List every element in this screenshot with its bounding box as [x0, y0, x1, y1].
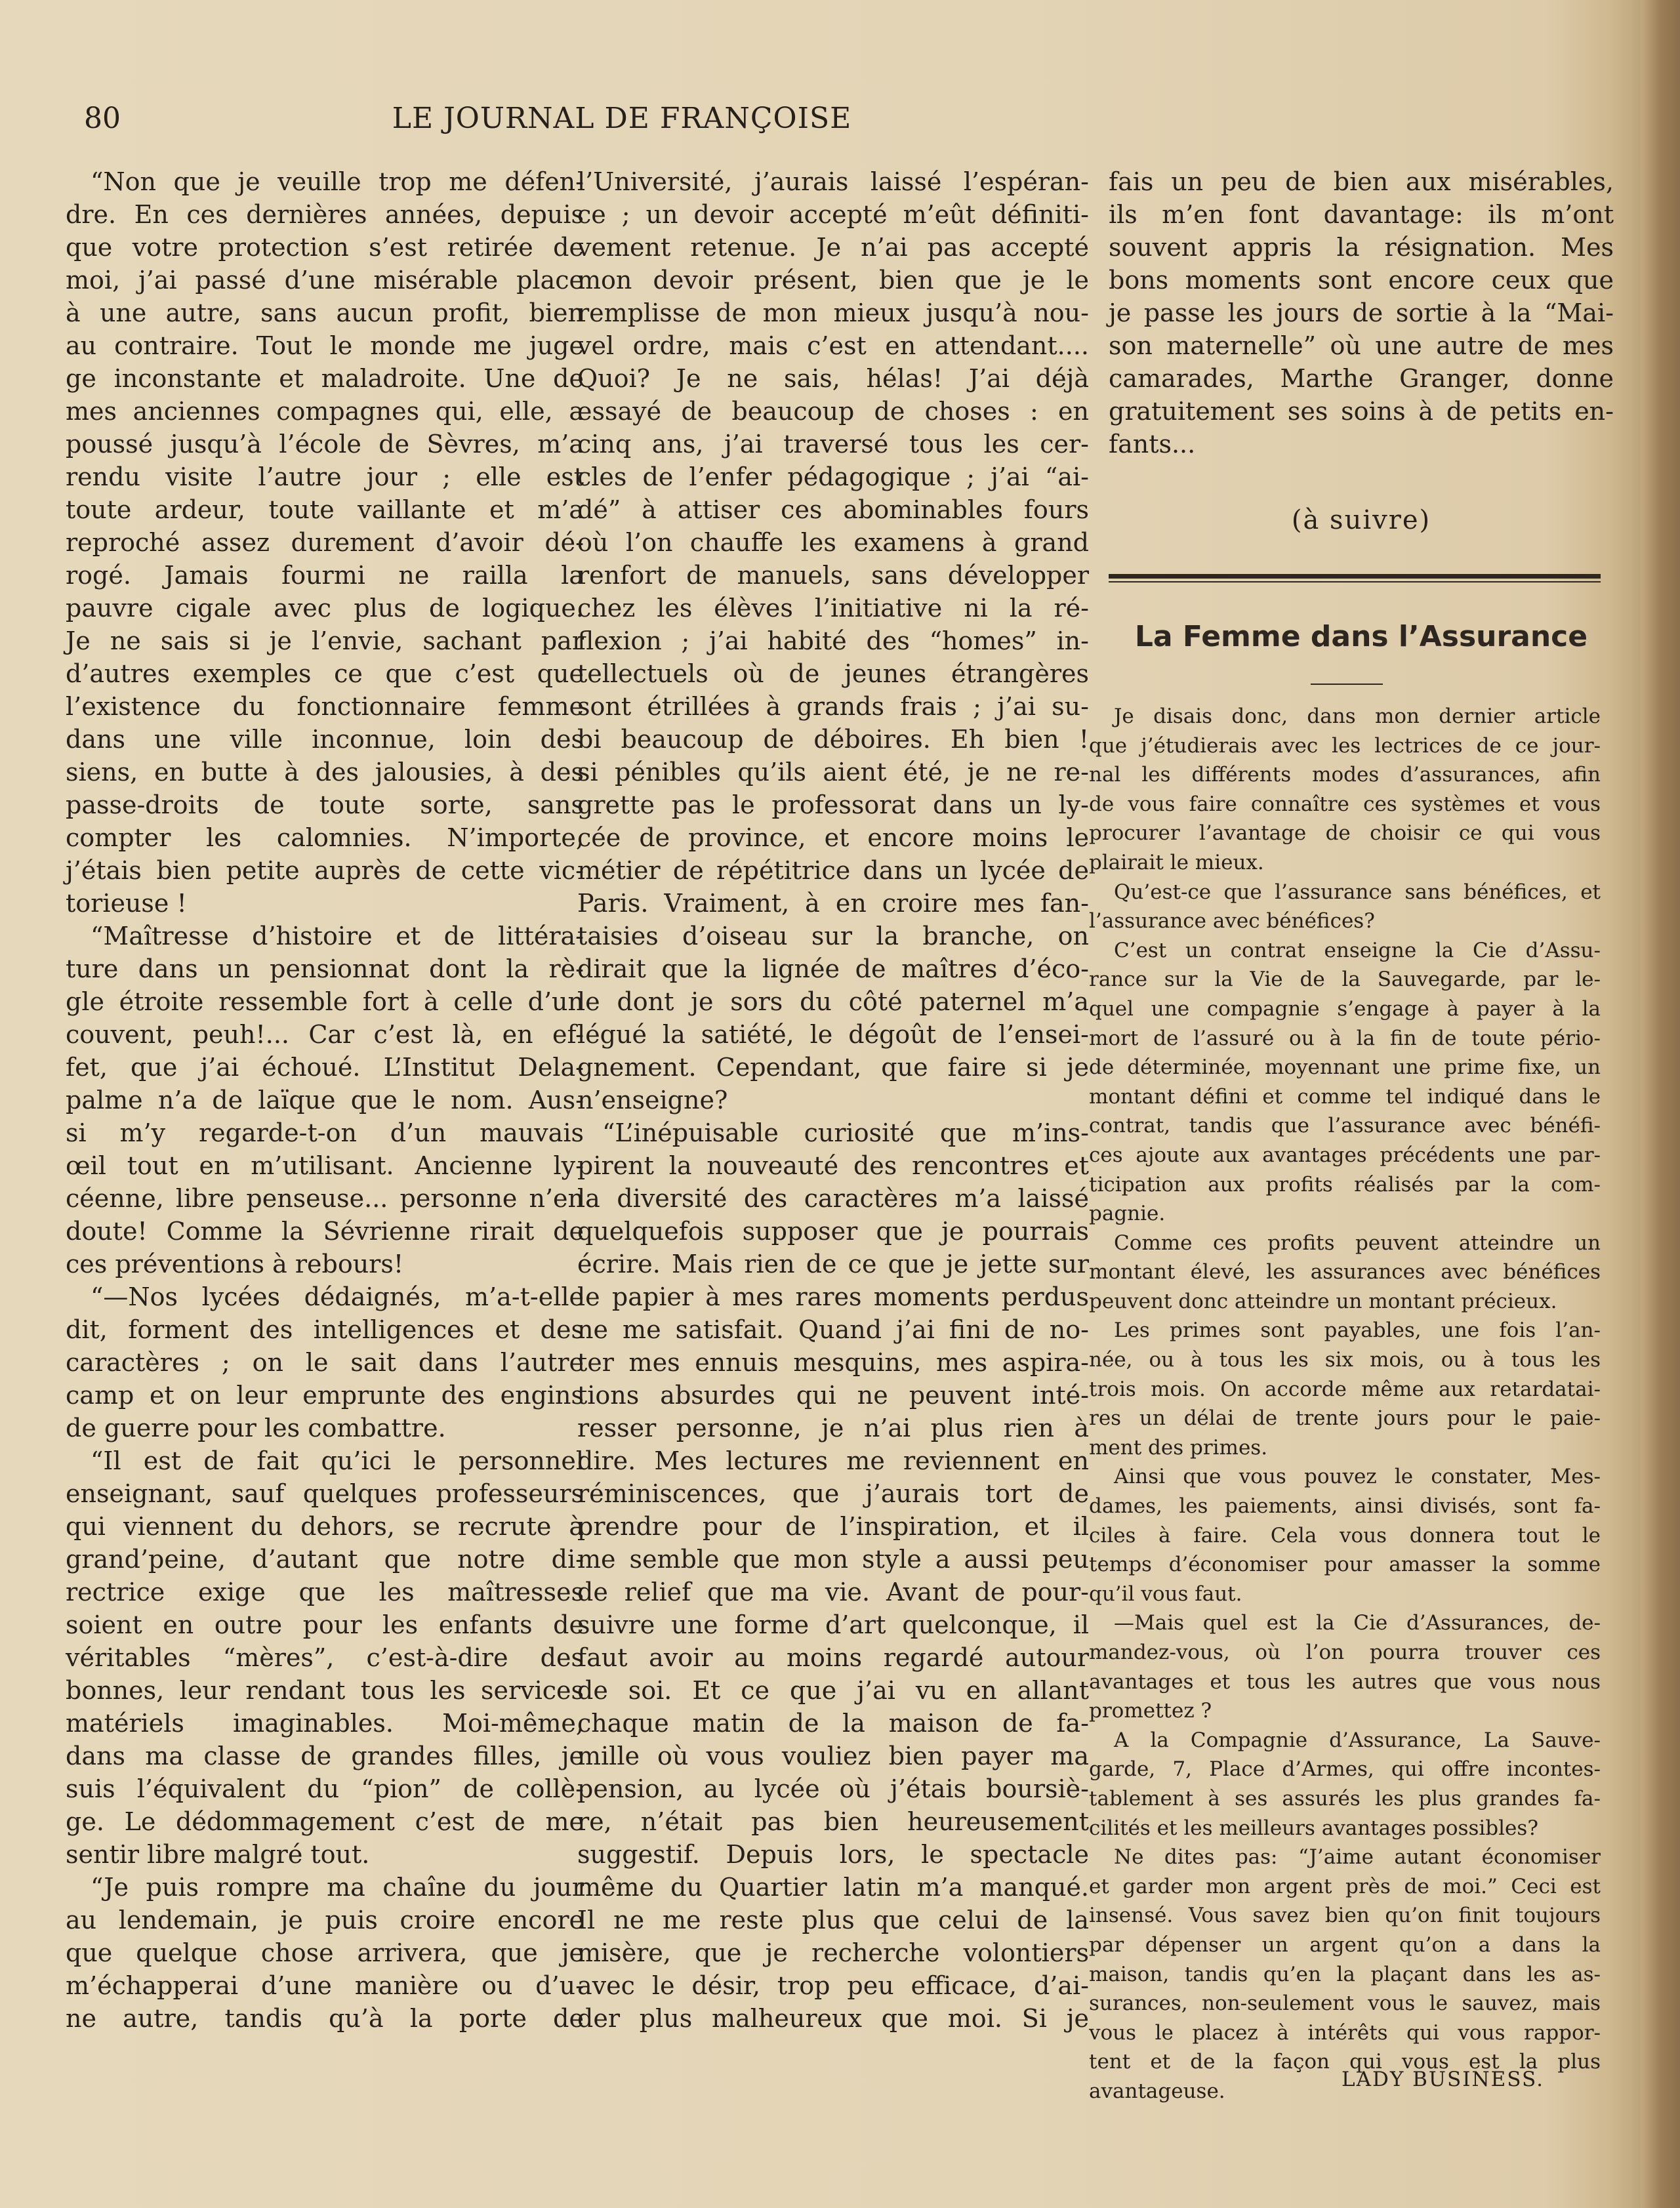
text-line: moi, j’ai passé d’une misérable place [66, 266, 584, 295]
text-line: Il ne me reste plus que celui de la [577, 1906, 1089, 1934]
text-line: toute ardeur, toute vaillante et m’a [66, 495, 584, 524]
text-line: pirent la nouveauté des rencontres et [577, 1151, 1089, 1180]
text-line: me semble que mon style a aussi peu [577, 1545, 1089, 1574]
text-line: insensé. Vous savez bien qu’on finit toujours [1089, 1904, 1601, 1928]
text-line: au contraire. Tout le monde me juge [66, 331, 584, 360]
text-line: Quoi? Je ne sais, hélas! J’ai déjà [577, 364, 1089, 393]
text-line: couvent, peuh!... Car c’est là, en ef- [66, 1020, 584, 1049]
text-line: res un délai de trente jours pour le paie- [1089, 1406, 1601, 1431]
page-binding-edge [1641, 0, 1680, 2208]
text-line: doute! Comme la Sévrienne rirait de [66, 1217, 584, 1246]
text-line: caractères ; on le sait dans l’autre [66, 1348, 584, 1377]
text-line: camarades, Marthe Granger, donne [1109, 364, 1614, 393]
text-line: Je disais donc, dans mon dernier article [1114, 705, 1601, 728]
text-line: que quelque chose arrivera, que je [66, 1938, 584, 1967]
text-line: la diversité des caractères m’a laissé [577, 1184, 1089, 1213]
text-line: son maternelle” où une autre de mes [1109, 331, 1614, 360]
text-line: à une autre, sans aucun profit, bien [66, 298, 584, 327]
page-number: 80 [84, 102, 121, 135]
text-line: peuvent donc atteindre un montant précieux. [1089, 1289, 1557, 1313]
text-line: procurer l’avantage de choisir ce qui vous [1089, 821, 1601, 846]
text-line: ne me satisfait. Quand j’ai fini de no- [577, 1315, 1089, 1344]
text-line: où l’on chauffe les examens à grand [577, 528, 1089, 557]
text-line: légué la satiété, le dégoût de l’ensei- [577, 1020, 1089, 1049]
text-line: compter les calomnies. N’importe, [66, 823, 584, 852]
text-line: Qu’est-ce que l’assurance sans bénéfices, et [1114, 880, 1601, 904]
text-line: suis l’équivalent du “pion” de collè- [66, 1774, 584, 1803]
article-title: La Femme dans l’Assurance [1134, 620, 1588, 653]
text-line: l’Université, j’aurais laissé l’espéran- [577, 167, 1089, 196]
text-line: montant défini et comme tel indiqué dans le [1089, 1084, 1601, 1109]
text-line: essayé de beaucoup de choses : en [577, 397, 1089, 426]
text-line: gnement. Cependant, que faire si je [577, 1053, 1089, 1082]
text-line: rance sur la Vie de la Sauvegarde, par le- [1089, 968, 1601, 992]
text-line: promettez ? [1089, 1699, 1212, 1723]
text-line: ment des primes. [1089, 1435, 1268, 1460]
journal-title: LE JOURNAL DE FRANÇOISE [392, 102, 852, 135]
text-line: pagnie. [1089, 1202, 1166, 1226]
title-underline [1311, 684, 1383, 685]
text-line: que j’étudierais avec les lectrices de ce jour- [1089, 733, 1601, 758]
text-line: j’étais bien petite auprès de cette vic- [66, 856, 584, 885]
text-line: “Il est de fait qu’ici le personnel [91, 1446, 584, 1475]
text-line: dé” à attiser ces abominables fours [577, 495, 1089, 524]
text-line: cinq ans, j’ai traversé tous les cer- [577, 430, 1089, 459]
article-body [1089, 702, 1601, 2106]
text-line: passe-droits de toute sorte, sans [66, 790, 584, 819]
text-line: camp et on leur emprunte des engins [66, 1381, 584, 1410]
text-line: A la Compagnie d’Assurance, La Sauve- [1114, 1728, 1601, 1752]
text-line: Paris. Vraiment, à en croire mes fan- [577, 889, 1089, 918]
text-line: chez les élèves l’initiative ni la ré- [577, 594, 1089, 623]
text-line: n’enseigne? [577, 1086, 728, 1114]
text-line: le papier à mes rares moments perdus [577, 1282, 1089, 1311]
text-line: qu’il vous faut. [1089, 1582, 1242, 1606]
text-line: le dont je sors du côté paternel m’a [577, 987, 1089, 1016]
text-line: cles de l’enfer pédagogique ; j’ai “ai- [577, 462, 1089, 491]
text-line: dans une ville inconnue, loin des [66, 725, 584, 754]
text-line: maison, tandis qu’en la plaçant dans les as- [1089, 1962, 1601, 1986]
text-line: l’existence du fonctionnaire femme [66, 692, 584, 721]
text-line: réminiscences, que j’aurais tort de [577, 1479, 1089, 1508]
text-line: matériels imaginables. Moi-même, [66, 1709, 584, 1738]
column-1 [66, 165, 584, 2035]
text-line: garde, 7, Place d’Armes, qui offre incontes- [1089, 1757, 1601, 1782]
text-line: l’assurance avec bénéfices? [1089, 909, 1375, 933]
text-line: ter mes ennuis mesquins, mes aspira- [577, 1348, 1089, 1377]
text-line: et garder mon argent près de moi.” Ceci est [1089, 1874, 1601, 1898]
text-line: poussé jusqu’à l’école de Sèvres, m’a [66, 430, 584, 459]
text-line: céenne, libre penseuse... personne n’en [66, 1184, 584, 1213]
text-line: mon devoir présent, bien que je le [577, 266, 1089, 295]
text-line: avec le désir, trop peu efficace, d’ai- [577, 1971, 1089, 2000]
column-2 [577, 165, 1089, 2035]
text-line: pension, au lycée où j’étais boursiè- [577, 1774, 1089, 1803]
text-line: de relief que ma vie. Avant de pour- [577, 1578, 1089, 1606]
text-line: “—Nos lycées dédaignés, m’a-t-elle [91, 1282, 584, 1311]
text-line: sont étrillées à grands frais ; j’ai su- [577, 692, 1089, 721]
text-line: der plus malheureux que moi. Si je [577, 2004, 1089, 2033]
text-line: Ainsi que vous pouvez le constater, Mes- [1114, 1465, 1601, 1489]
text-line: “L’inépuisable curiosité que m’ins- [602, 1118, 1089, 1147]
text-line: de déterminée, moyennant une prime fixe, un [1089, 1055, 1601, 1080]
text-line: de guerre pour les combattre. [66, 1414, 446, 1442]
text-line: ces ajoute aux avantages précédents une par- [1089, 1143, 1601, 1167]
text-line: “Non que je veuille trop me défen- [91, 167, 584, 196]
text-line: rogé. Jamais fourmi ne railla la [66, 561, 584, 590]
text-line: fet, que j’ai échoué. L’Institut Dela- [66, 1053, 584, 1082]
text-line: nal les différents modes d’assurances, afin [1089, 763, 1601, 787]
text-line: torieuse ! [66, 889, 187, 918]
text-line: ge. Le dédommagement c’est de me [66, 1807, 584, 1836]
text-line: dans ma classe de grandes filles, je [66, 1742, 584, 1770]
text-line: chaque matin de la maison de fa- [577, 1709, 1089, 1738]
text-line: trois mois. On accorde même aux retardatai- [1089, 1377, 1601, 1401]
text-line: mandez-vous, où l’on pourra trouver ces [1089, 1641, 1601, 1664]
text-line: vous le placez à intérêts qui vous rappor- [1089, 2020, 1601, 2045]
text-line: ce ; un devoir accepté m’eût définiti- [577, 200, 1089, 229]
text-line: gratuitement ses soins à de petits en- [1109, 397, 1614, 426]
text-line: misère, que je recherche volontiers [577, 1938, 1089, 1967]
text-line: si m’y regarde-t-on d’un mauvais [66, 1118, 584, 1147]
text-line: quel une compagnie s’engage à payer à la [1089, 996, 1601, 1021]
text-line: d’autres exemples ce que c’est que [66, 659, 584, 688]
text-line: ture dans un pensionnat dont la rè- [66, 954, 584, 983]
text-line: dit, forment des intelligences et des [66, 1315, 584, 1344]
text-line: souvent appris la résignation. Mes [1109, 233, 1614, 262]
text-line: re, n’était pas bien heureusement [577, 1807, 1089, 1836]
text-line: née, ou à tous les six mois, ou à tous les [1089, 1348, 1601, 1372]
text-line: Comme ces profits peuvent atteindre un [1114, 1231, 1601, 1255]
text-line: mille où vous vouliez bien payer ma [577, 1742, 1089, 1770]
text-line: ces préventions à rebours! [66, 1250, 404, 1278]
text-line: reproché assez durement d’avoir dé- [66, 528, 584, 557]
text-line: palme n’a de laïque que le nom. Aus- [66, 1086, 584, 1114]
text-line: Ne dites pas: “J’aime autant économiser [1114, 1845, 1601, 1870]
text-line: si pénibles qu’ils aient été, je ne re- [577, 758, 1089, 787]
text-line: tellectuels où de jeunes étrangères [577, 659, 1089, 688]
text-line: flexion ; j’ai habité des “homes” in- [577, 626, 1089, 655]
text-line: ne autre, tandis qu’à la porte de [66, 2004, 584, 2033]
text-line: avantageuse. [1089, 2079, 1225, 2103]
text-line: véritables “mères”, c’est-à-dire des [66, 1643, 584, 1672]
text-line: taisies d’oiseau sur la branche, on [577, 922, 1089, 951]
text-line: resser personne, je n’ai plus rien à [577, 1414, 1089, 1442]
text-line: sentir libre malgré tout. [66, 1840, 370, 1869]
text-line: dre. En ces dernières années, depuis [66, 200, 584, 229]
text-line: cilités et les meilleurs avantages possibles? [1089, 1816, 1538, 1840]
text-line: gle étroite ressemble fort à celle d’un [66, 987, 584, 1016]
continued-notice: (à suivre) [1291, 505, 1431, 535]
text-line: “Je puis rompre ma chaîne du jour [91, 1873, 584, 1902]
text-line: siens, en butte à des jalousies, à des [66, 758, 584, 787]
text-line: —Mais quel est la Cie d’Assurances, de- [1114, 1611, 1601, 1635]
text-line: suivre une forme d’art quelconque, il [577, 1610, 1089, 1639]
text-line: ticipation aux profits réalisés par la com- [1089, 1172, 1601, 1196]
section-divider-thin [1109, 581, 1601, 583]
text-line: écrire. Mais rien de ce que je jette sur [577, 1250, 1089, 1278]
text-line: temps d’économiser pour amasser la somme [1089, 1553, 1601, 1577]
text-line: tions absurdes qui ne peuvent inté- [577, 1381, 1089, 1410]
text-line: enseignant, sauf quelques professeurs [66, 1479, 584, 1508]
text-line: mes anciennes compagnes qui, elle, a [66, 397, 584, 426]
text-line: ils m’en font davantage: ils m’ont [1109, 200, 1614, 229]
text-line: au lendemain, je puis croire encore [66, 1906, 584, 1934]
text-line: dirait que la lignée de maîtres d’éco- [577, 954, 1089, 983]
text-line: renfort de manuels, sans développer [577, 561, 1089, 590]
text-line: “Maîtresse d’histoire et de littéra- [91, 922, 584, 951]
text-line: que votre protection s’est retirée de [66, 233, 584, 262]
text-line: montant élevé, les assurances avec bénéfices [1089, 1260, 1601, 1284]
article-signature: LADY BUSINESS. [1342, 2068, 1544, 2091]
text-line: remplisse de mon mieux jusqu’à nou- [577, 298, 1089, 327]
text-line: bonnes, leur rendant tous les services [66, 1676, 584, 1705]
section-divider [1109, 574, 1601, 579]
text-line: contrat, tandis que l’assurance avec bénéfi- [1089, 1114, 1601, 1138]
text-line: bi beaucoup de déboires. Eh bien ! [577, 725, 1089, 754]
text-line: grand’peine, d’autant que notre di- [66, 1545, 584, 1574]
text-line: tent et de la façon qui vous est la plus [1089, 2050, 1601, 2074]
text-line: par dépenser un argent qu’on a dans la [1089, 1932, 1601, 1957]
text-line: rendu visite l’autre jour ; elle est [66, 462, 584, 491]
page-header [84, 98, 1081, 144]
text-line: bons moments sont encore ceux que [1109, 266, 1614, 295]
text-line: métier de répétitrice dans un lycée de [577, 856, 1089, 885]
text-line: surances, non-seulement vous le sauvez, mais [1089, 1992, 1601, 2016]
text-line: œil tout en m’utilisant. Ancienne ly- [66, 1151, 584, 1180]
text-line: même du Quartier latin m’a manqué. [577, 1873, 1089, 1902]
text-line: de vous faire connaître ces systèmes et vous [1089, 792, 1601, 816]
text-line: plairait le mieux. [1089, 850, 1264, 874]
text-line: fants... [1109, 430, 1196, 459]
text-line: pauvre cigale avec plus de logique. [66, 594, 584, 623]
text-line: ge inconstante et maladroite. Une de [66, 364, 584, 393]
text-line: vel ordre, mais c’est en attendant.... [577, 331, 1089, 360]
text-line: rectrice exige que les maîtresses [66, 1578, 584, 1606]
text-line: dames, les paiements, ainsi divisés, sont fa- [1089, 1494, 1601, 1519]
text-line: ciles à faire. Cela vous donnera tout le [1089, 1523, 1601, 1547]
text-line: vement retenue. Je n’ai pas accepté [577, 233, 1089, 262]
text-line: C’est un contrat enseigne la Cie d’Assu- [1114, 938, 1601, 962]
text-line: dire. Mes lectures me reviennent en [577, 1446, 1089, 1475]
text-line: tablement à ses assurés les plus grandes fa- [1089, 1786, 1601, 1810]
text-line: mort de l’assuré ou à la fin de toute pério- [1089, 1026, 1601, 1050]
text-line: soient en outre pour les enfants de [66, 1610, 584, 1639]
text-line: faut avoir au moins regardé autour [577, 1643, 1089, 1672]
text-line: je passe les jours de sortie à la “Mai- [1109, 298, 1614, 327]
text-line: m’échapperai d’une manière ou d’u- [66, 1971, 584, 2000]
text-line: fais un peu de bien aux misérables, [1109, 167, 1614, 196]
text-line: Les primes sont payables, une fois l’an- [1114, 1319, 1601, 1343]
column-3 [1109, 165, 1614, 460]
text-line: de soi. Et ce que j’ai vu en allant [577, 1676, 1089, 1705]
text-line: quelquefois supposer que je pourrais [577, 1217, 1089, 1246]
text-line: prendre pour de l’inspiration, et il [577, 1512, 1089, 1541]
text-line: avantages et tous les autres que vous nous [1089, 1669, 1601, 1694]
text-line: suggestif. Depuis lors, le spectacle [577, 1840, 1089, 1869]
text-line: qui viennent du dehors, se recrute à [66, 1512, 584, 1541]
text-line: grette pas le professorat dans un ly- [577, 790, 1089, 819]
text-line: Je ne sais si je l’envie, sachant par [66, 626, 584, 655]
text-line: cée de province, et encore moins le [577, 823, 1089, 852]
